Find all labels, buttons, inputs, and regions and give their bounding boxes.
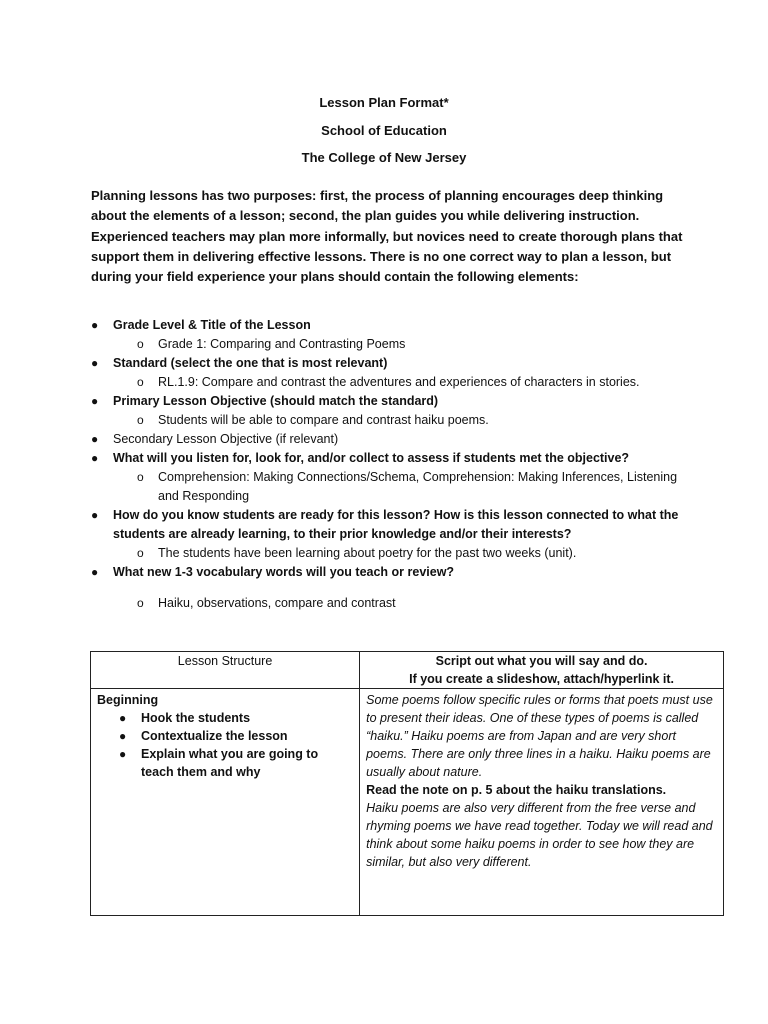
element-label: Grade Level & Title of the Lesson — [113, 318, 311, 332]
element-answer: The students have been learning about poetry for the past two weeks (unit). — [158, 546, 577, 560]
list-item — [91, 316, 691, 335]
list-subitem — [91, 373, 691, 392]
header-script — [360, 652, 724, 689]
table-row — [91, 689, 724, 916]
element-answer: Students will be able to compare and contrast haiku poems. — [158, 413, 489, 427]
bullet-icon: ● — [91, 394, 99, 408]
bullet-icon: ● — [91, 508, 99, 522]
element-answer: Haiku, observations, compare and contrast — [158, 596, 396, 610]
school-name: School of Education — [321, 123, 447, 138]
lesson-elements-list — [91, 316, 691, 613]
script-paragraph-2: Read the note on p. 5 about the haiku translations. — [366, 783, 667, 797]
college-name: The College of New Jersey — [301, 150, 467, 165]
header-right-line-2: If you create a slideshow, attach/hyperlink it. — [409, 672, 674, 686]
sub-bullet-icon: o — [137, 546, 144, 560]
intro-paragraph: Planning lessons has two purposes: first, the process of planning encourages deep thinking about the elements of a lesson; second, the plan guides you while delivering instruction. Experienced teachers may plan more informally, but novices need to create thorough plans that support them in delivering effective lessons. There is no one correct way to plan a lesson, but during your field experience your plans should contain the following elements: — [91, 188, 683, 285]
beginning-item: Hook the students — [141, 711, 251, 725]
header-lesson-structure — [91, 652, 360, 689]
list-item — [97, 727, 353, 745]
beginning-cell — [91, 689, 360, 916]
bullet-icon: ● — [91, 451, 99, 465]
header-left-label: Lesson Structure — [177, 654, 273, 668]
bullet-icon: ● — [91, 356, 99, 370]
beginning-item: Explain what you are going to teach them and why — [141, 747, 319, 779]
script-paragraph-1: Some poems follow specific rules or forms that poets must use to present their ideas. One of these types of poems is called “haiku.” Haiku poems are from Japan and are very short poems. There are only three lines in a haiku. Haiku poems are usually about nature. — [366, 693, 713, 779]
list-item — [97, 709, 353, 727]
list-item — [91, 354, 691, 373]
list-item — [91, 430, 691, 449]
list-item — [91, 392, 691, 411]
lesson-structure-table — [90, 651, 724, 916]
element-label: Primary Lesson Objective (should match the standard) — [113, 394, 439, 408]
element-label: What new 1-3 vocabulary words will you teach or review? — [113, 565, 455, 579]
bullet-icon: ● — [119, 711, 127, 725]
header-right-line-1: Script out what you will say and do. — [435, 654, 648, 668]
list-subitem — [91, 468, 691, 506]
bullet-icon: ● — [91, 318, 99, 332]
bullet-icon: ● — [91, 565, 99, 579]
beginning-script-cell — [360, 689, 724, 916]
element-label: How do you know students are ready for this lesson? How is this lesson connected to what the students are already learning, to their prior knowledge and/or their interests? — [113, 508, 679, 541]
element-answer: RL.1.9: Compare and contrast the adventures and experiences of characters in stories. — [158, 375, 640, 389]
list-item — [91, 563, 691, 582]
document-title: Lesson Plan Format* — [319, 95, 449, 110]
sub-bullet-icon: o — [137, 470, 144, 484]
bullet-icon: ● — [91, 432, 99, 446]
list-subitem — [91, 594, 691, 613]
list-item — [91, 449, 691, 468]
element-label: Standard (select the one that is most relevant) — [113, 356, 388, 370]
beginning-title: Beginning — [97, 693, 159, 707]
sub-bullet-icon: o — [137, 596, 144, 610]
sub-bullet-icon: o — [137, 413, 144, 427]
sub-bullet-icon: o — [137, 375, 144, 389]
list-item — [97, 745, 353, 781]
element-answer: Grade 1: Comparing and Contrasting Poems — [158, 337, 406, 351]
bullet-icon: ● — [119, 729, 127, 743]
element-answer: Comprehension: Making Connections/Schema, Comprehension: Making Inferences, Listening and Responding — [158, 470, 678, 503]
list-subitem — [91, 411, 691, 430]
bullet-icon: ● — [119, 747, 127, 761]
list-item — [91, 506, 691, 544]
table-header-row — [91, 652, 724, 689]
beginning-list — [97, 709, 353, 781]
beginning-item: Contextualize the lesson — [141, 729, 288, 743]
list-subitem — [91, 335, 691, 354]
element-label: What will you listen for, look for, and/or collect to assess if students met the objective? — [113, 451, 630, 465]
element-label: Secondary Lesson Objective (if relevant) — [113, 432, 339, 446]
list-subitem — [91, 544, 691, 563]
sub-bullet-icon: o — [137, 337, 144, 351]
script-paragraph-3: Haiku poems are also very different from the free verse and rhyming poems we have read together. Today we will read and think about some haiku poems in order to see how they are similar, but also very different. — [366, 801, 713, 869]
